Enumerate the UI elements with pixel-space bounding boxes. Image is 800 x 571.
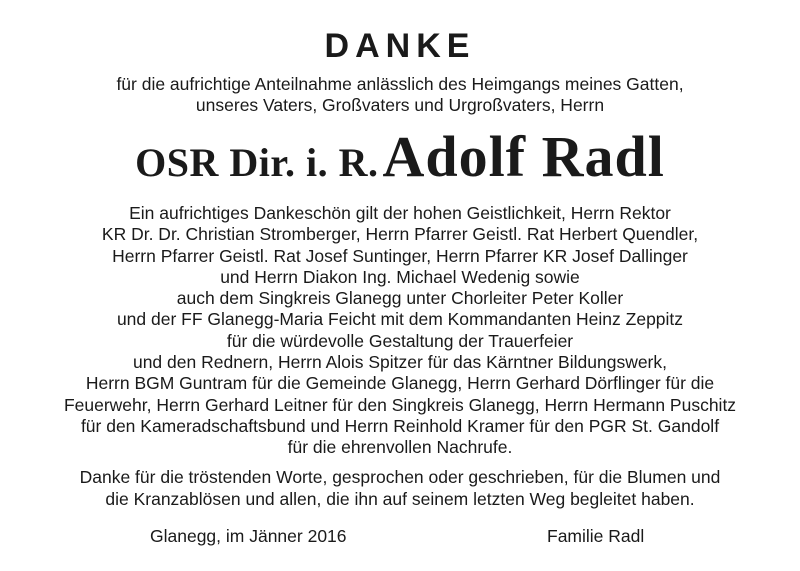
acknowledgement-line: KR Dr. Dr. Christian Stromberger, Herrn Pfarrer Geistl. Rat Herbert Quendler, bbox=[101, 224, 699, 245]
intro-line: für die aufrichtige Anteilnahme anlässlich des Heimgangs meines Gatten, bbox=[116, 74, 684, 94]
family-signature: Familie Radl bbox=[547, 526, 645, 546]
acknowledgement-line: auch dem Singkreis Glanegg unter Chorleiter Peter Koller bbox=[176, 288, 624, 309]
closing-paragraph bbox=[0, 467, 800, 510]
acknowledgement-line: und der FF Glanegg-Maria Feicht mit dem Kommandanten Heinz Zeppitz bbox=[116, 309, 684, 330]
acknowledgement-line: Herrn Pfarrer Geistl. Rat Josef Suntinger, Herrn Pfarrer KR Josef Dallinger bbox=[112, 245, 688, 266]
closing-line: die Kranzablösen und allen, die ihn auf seinem letzten Weg begleitet haben. bbox=[105, 488, 695, 509]
acknowledgement-line: und Herrn Diakon Ing. Michael Wedenig sowie bbox=[220, 266, 580, 287]
acknowledgement-line: Feuerwehr, Herrn Gerhard Leitner für den Singkreis Glanegg, Herrn Hermann Puschitz bbox=[63, 394, 737, 415]
deceased-title: OSR Dir. i. R. bbox=[135, 140, 379, 185]
deceased-name-line bbox=[0, 124, 800, 205]
acknowledgement-line: Ein aufrichtiges Dankeschön gilt der hohen Geistlichkeit, Herrn Rektor bbox=[129, 203, 671, 223]
intro-paragraph bbox=[0, 74, 800, 116]
acknowledgement-line: für die würdevolle Gestaltung der Trauerfeier bbox=[226, 330, 574, 351]
intro-line: unseres Vaters, Großvaters und Urgroßvaters, Herrn bbox=[195, 95, 605, 115]
acknowledgements-paragraph bbox=[0, 203, 800, 459]
acknowledgement-line: für die ehrenvollen Nachrufe. bbox=[287, 437, 513, 458]
notice-heading: DANKE bbox=[324, 27, 476, 65]
deceased-name: Adolf Radl bbox=[382, 124, 665, 189]
acknowledgement-line: Herrn BGM Guntram für die Gemeinde Glanegg, Herrn Gerhard Dörflinger für die bbox=[85, 373, 715, 394]
place-and-date: Glanegg, im Jänner 2016 bbox=[150, 526, 347, 546]
acknowledgement-line: für den Kameradschaftsbund und Herrn Reinhold Kramer für den PGR St. Gandolf bbox=[80, 415, 720, 436]
closing-line: Danke für die tröstenden Worte, gesprochen oder geschrieben, für die Blumen und bbox=[79, 467, 721, 487]
acknowledgement-line: und den Rednern, Herrn Alois Spitzer für das Kärntner Bildungswerk, bbox=[132, 352, 668, 373]
